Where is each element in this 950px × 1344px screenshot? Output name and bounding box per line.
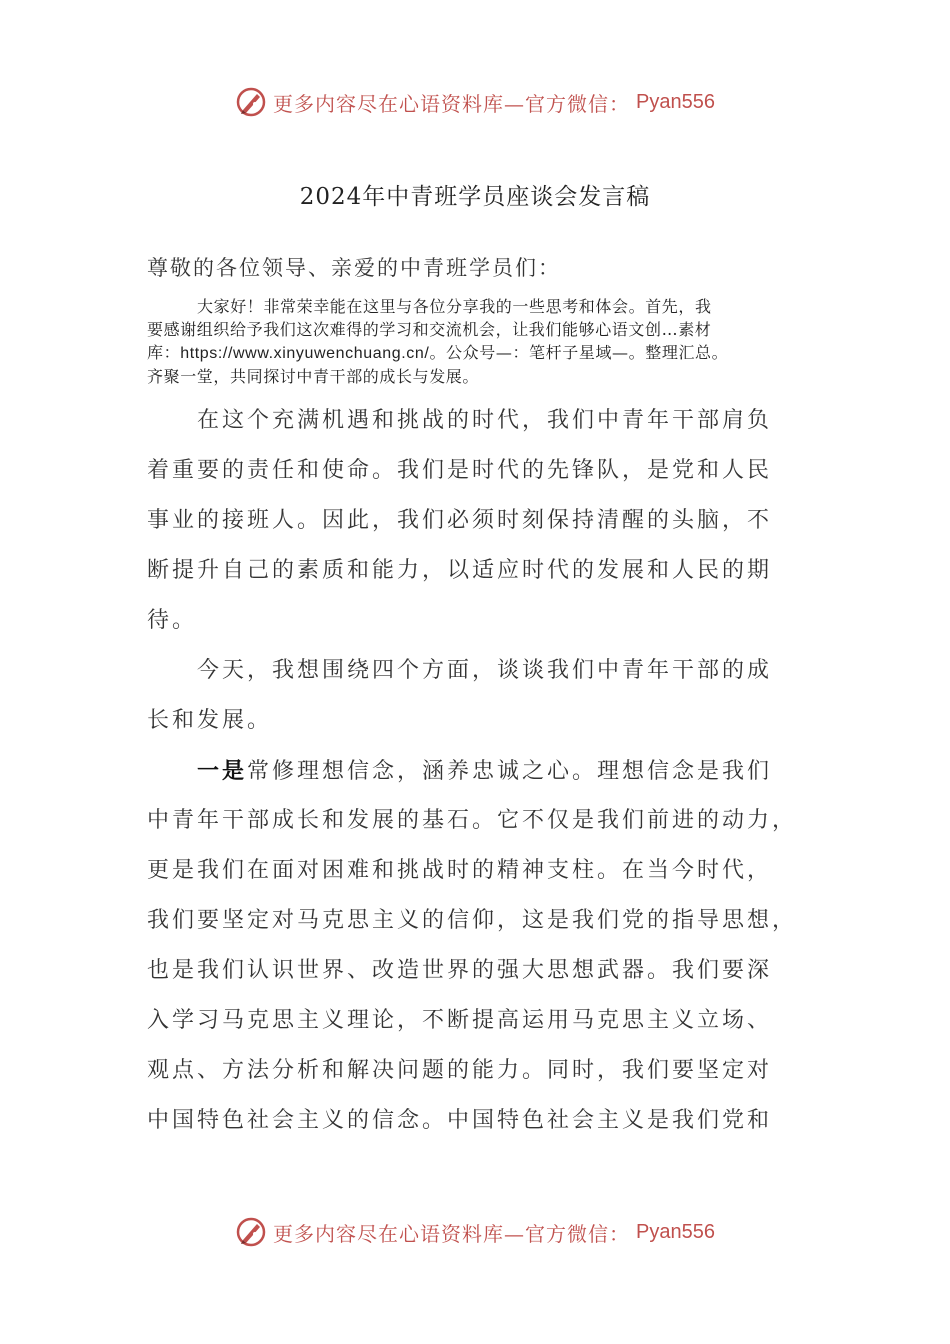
intro-line-3 (147, 341, 807, 365)
paragraph-2-line: 今天，我想围绕四个方面，谈谈我们中青年干部的成 (197, 658, 773, 683)
paragraph-2-line: 长和发展。 (147, 708, 273, 733)
paragraph-3-line: 更是我们在面对困难和挑战时的精神支柱。在当今时代， (147, 858, 773, 883)
paragraph-3-line: 入学习马克思主义理论，不断提高运用马克思主义立场、 (147, 1008, 773, 1033)
document-title: 2024年中青班学员座谈会发言稿 (299, 184, 651, 210)
paragraph-3-line: 中青年干部成长和发展的基石。它不仅是我们前进的动力， (147, 808, 798, 833)
paragraph-1-line: 事业的接班人。因此，我们必须时刻保持清醒的头脑，不 (147, 508, 773, 533)
paragraph-3-line: 也是我们认识世界、改造世界的强大思想武器。我们要深 (147, 958, 773, 983)
paragraph-3-first-rest: 常修理想信念，涵养忠诚之心。理想信念是我们 (247, 759, 773, 784)
header-banner-text: 更多内容尽在心语资料库—官方微信： (273, 91, 631, 116)
intro-line-4: 齐聚一堂，共同探讨中青干部的成长与发展。 (147, 367, 480, 386)
paragraph-3-line: 我们要坚定对马克思主义的信仰，这是我们党的指导思想， (147, 908, 798, 933)
point-one-lead: 一是 (197, 758, 248, 784)
paragraph-1-line: 着重要的责任和使命。我们是时代的先锋队，是党和人民 (147, 458, 773, 483)
intro-line-3-prefix: 库： (147, 343, 181, 362)
paragraph-1-line: 断提升自己的素质和能力，以适应时代的发展和人民的期 (147, 558, 773, 583)
footer-banner-content (235, 1216, 715, 1248)
paragraph-1-line: 待。 (147, 608, 198, 633)
intro-line-2: 要感谢组织给予我们这次难得的学习和交流机会，让我们能够心语文创…素材 (147, 320, 712, 339)
pen-logo-icon (235, 1216, 267, 1248)
footer-banner-account: Pyan556 (636, 1220, 715, 1243)
paragraph-3-first-line (147, 746, 817, 796)
intro-line-3-suffix: 。公众号—：笔杆子星域—。整理汇总。 (429, 343, 729, 362)
salutation: 尊敬的各位领导、亲爱的中青班学员们： (147, 256, 561, 280)
pen-logo-icon (235, 86, 267, 118)
header-banner-content (235, 86, 715, 118)
intro-paragraph (147, 295, 807, 388)
footer-banner-text: 更多内容尽在心语资料库—官方微信： (273, 1221, 631, 1246)
intro-line-1: 大家好！非常荣幸能在这里与各位分享我的一些思考和体会。首先，我 (197, 297, 712, 316)
paragraph-1-line: 在这个充满机遇和挑战的时代，我们中青年干部肩负 (197, 408, 773, 433)
body-text (147, 396, 817, 1146)
header-banner-account: Pyan556 (636, 90, 715, 113)
paragraph-3-line: 中国特色社会主义的信念。中国特色社会主义是我们党和 (147, 1108, 773, 1133)
website-url: https://www.xinyuwenchuang.cn/ (180, 345, 430, 362)
paragraph-3-line: 观点、方法分析和解决问题的能力。同时，我们要坚定对 (147, 1058, 773, 1083)
footer-banner (0, 1210, 950, 1254)
header-banner (0, 80, 950, 124)
